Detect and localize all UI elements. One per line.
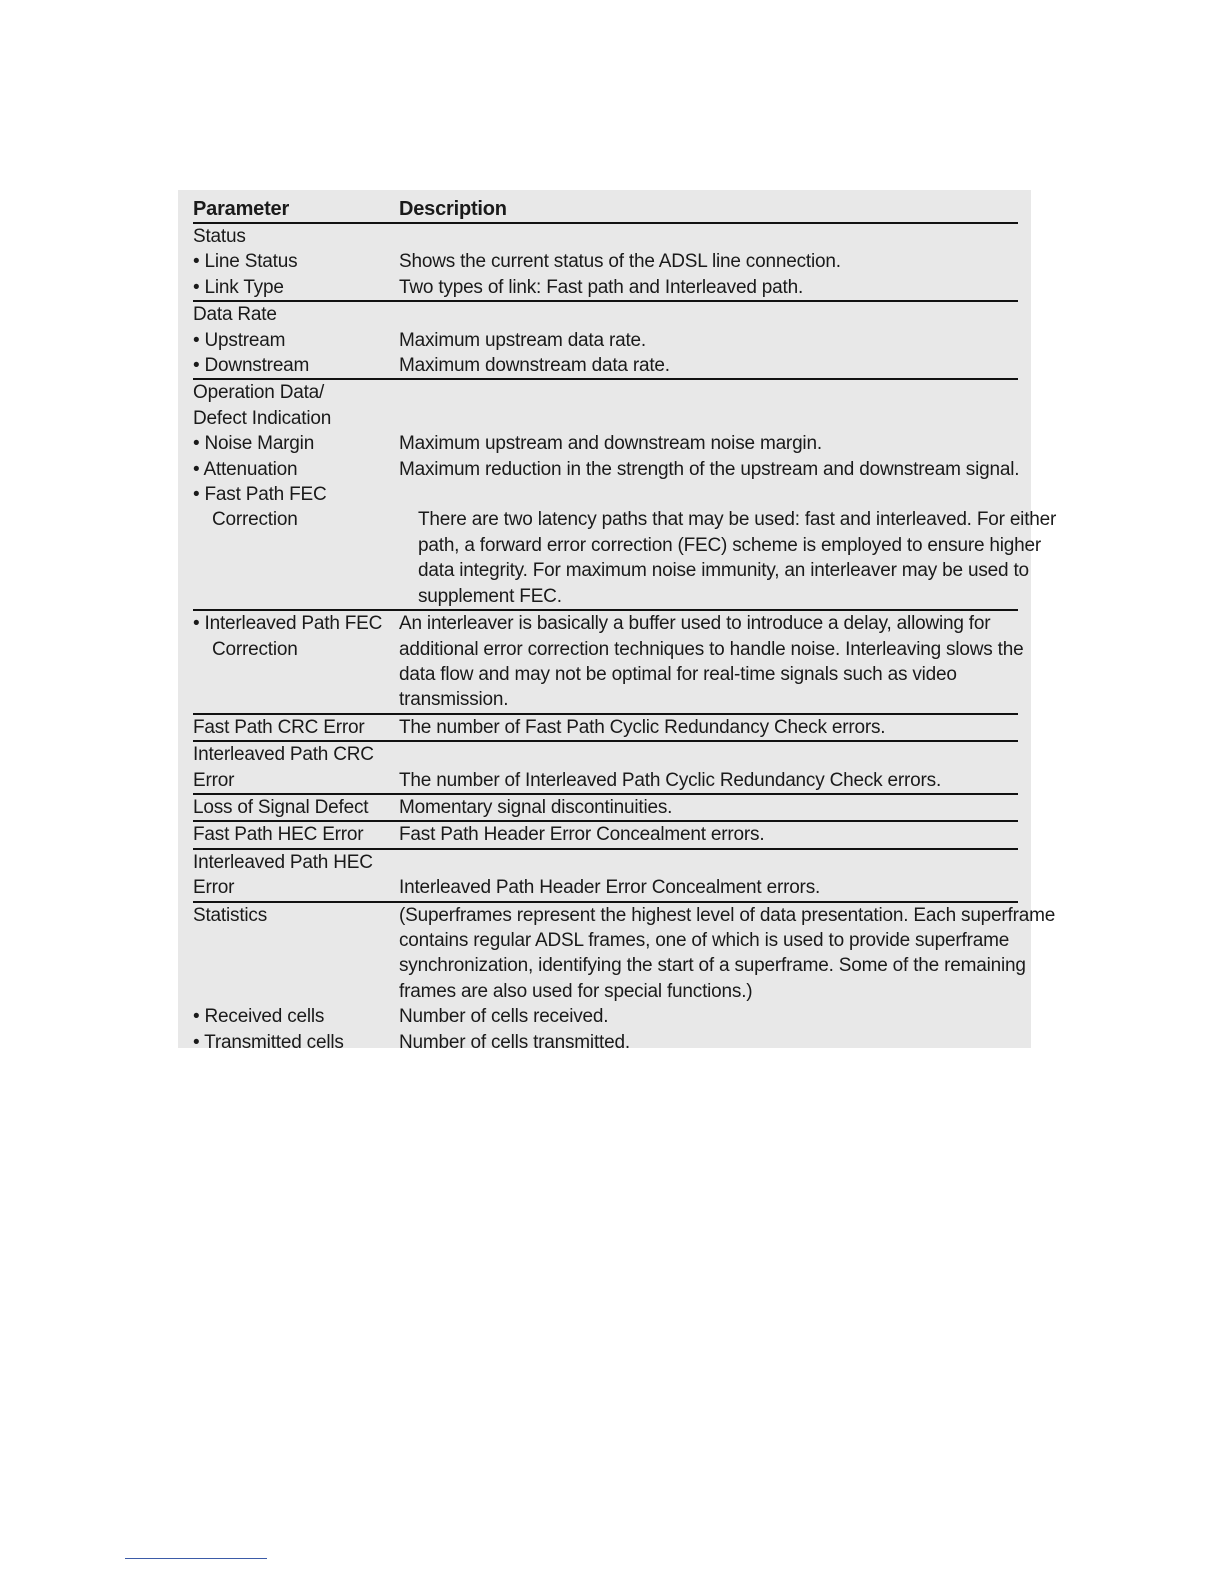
description-cell: There are two latency paths that may be used: fast and interleaved. For either path, a forward error correction (FEC) scheme is employed to ensure higher data integrity. For maximum noise immunity, an interleaver may be used to supplement FEC. [418, 509, 1057, 607]
table-row [193, 1004, 1018, 1029]
table-row [193, 249, 1018, 274]
table-group [193, 850, 1018, 903]
parameter-cell: Error [193, 877, 235, 899]
table-group [193, 380, 1057, 611]
description-cell: Shows the current status of the ADSL line connection. [399, 251, 841, 273]
table-row [193, 715, 1018, 740]
table-group [193, 715, 1018, 742]
description-column-header: Description [399, 198, 507, 220]
table-row [193, 903, 1056, 1005]
table-group [193, 903, 1056, 1055]
parameter-cell: • Noise Margin [193, 433, 315, 455]
description-cell: Two types of link: Fast path and Interleaved path. [399, 276, 804, 298]
parameter-cell: Error [193, 769, 235, 791]
table-row [193, 328, 1018, 353]
table-row [193, 406, 1018, 431]
description-cell [399, 742, 1059, 767]
table-row [193, 224, 1018, 249]
description-cell: The number of Interleaved Path Cyclic Redundancy Check errors. [399, 769, 942, 791]
parameter-cell: • Line Status [193, 251, 298, 273]
description-cell [399, 224, 1059, 249]
parameter-cell: Status [193, 226, 246, 247]
table-row [193, 1030, 1018, 1055]
table-row [193, 431, 1018, 456]
parameter-cell: Operation Data/ [193, 382, 325, 404]
table-group [193, 742, 1018, 795]
footnote-rule [125, 1558, 267, 1559]
description-cell [399, 850, 1059, 875]
description-cell [399, 380, 1059, 405]
table-row [193, 482, 1018, 507]
table-row [193, 822, 1018, 847]
description-cell: The number of Fast Path Cyclic Redundancy Check errors. [399, 716, 886, 738]
parameter-cell: • Attenuation [193, 458, 298, 480]
table-group [193, 611, 1024, 715]
table-row [193, 768, 1018, 793]
description-cell: Number of cells transmitted. [399, 1031, 630, 1053]
table-header-row [193, 196, 1018, 224]
description-cell: Maximum downstream data rate. [399, 355, 670, 377]
table-group [193, 302, 1018, 380]
table-row [193, 875, 1018, 900]
description-cell: Fast Path Header Error Concealment errors. [399, 824, 765, 846]
parameter-line: • Interleaved Path FEC [193, 613, 383, 635]
table-row [193, 795, 1018, 820]
parameter-cell [193, 611, 399, 713]
table-row [193, 380, 1018, 405]
table-row [193, 611, 1024, 713]
description-cell: Momentary signal discontinuities. [399, 796, 673, 818]
parameter-cell: Fast Path HEC Error [193, 824, 364, 846]
description-cell: (Superframes represent the highest level of data presentation. Each superframe contains regular ADSL frames, one of which is used to provide superframe synchronization, identifying the start of a superframe. Some of the remaining frames are also used for special functions.) [399, 904, 1056, 1002]
parameter-cell: Correction [212, 509, 298, 531]
parameter-cell: Data Rate [193, 304, 277, 326]
parameter-cell: Defect Indication [193, 407, 332, 429]
description-cell: Maximum upstream and downstream noise margin. [399, 433, 822, 455]
parameter-cell: • Transmitted cells [193, 1031, 344, 1053]
parameter-cell: Interleaved Path CRC [193, 744, 374, 766]
table-row [193, 457, 1018, 482]
parameter-cell: Loss of Signal Defect [193, 796, 369, 818]
table-row [193, 850, 1018, 875]
table-group [193, 795, 1018, 822]
description-cell: Maximum reduction in the strength of the upstream and downstream signal. [399, 458, 1020, 480]
parameter-cell: • Upstream [193, 329, 286, 351]
table-row [193, 742, 1018, 767]
parameter-column-header: Parameter [193, 198, 290, 220]
description-cell [399, 482, 1059, 507]
description-cell: Maximum upstream data rate. [399, 329, 646, 351]
parameter-cell: Statistics [193, 904, 268, 926]
table-group [193, 224, 1018, 302]
parameter-cell: • Fast Path FEC [193, 484, 327, 506]
parameter-cell: Interleaved Path HEC [193, 851, 373, 873]
parameter-cell: • Downstream [193, 355, 310, 377]
table-row [193, 507, 1057, 609]
table-row [193, 353, 1018, 378]
table-row [193, 302, 1018, 327]
table-group [193, 822, 1018, 849]
parameter-cell: Fast Path CRC Error [193, 716, 365, 738]
parameter-cell: • Received cells [193, 1006, 325, 1028]
description-cell [399, 302, 1059, 327]
description-cell: Number of cells received. [399, 1006, 609, 1028]
parameter-cell: • Link Type [193, 276, 284, 298]
table-row [193, 275, 1018, 300]
description-cell: An interleaver is basically a buffer used to introduce a delay, allowing for additional error correction techniques to handle noise. Interleaving slows the data flow and may not be optimal for real-time signals such as video transmission. [399, 613, 1024, 711]
parameter-line: Correction [212, 638, 298, 660]
table-body [193, 224, 1057, 1055]
description-cell: Interleaved Path Header Error Concealment errors. [399, 877, 821, 899]
description-cell [399, 406, 1059, 431]
adsl-parameter-table [193, 196, 1057, 1055]
